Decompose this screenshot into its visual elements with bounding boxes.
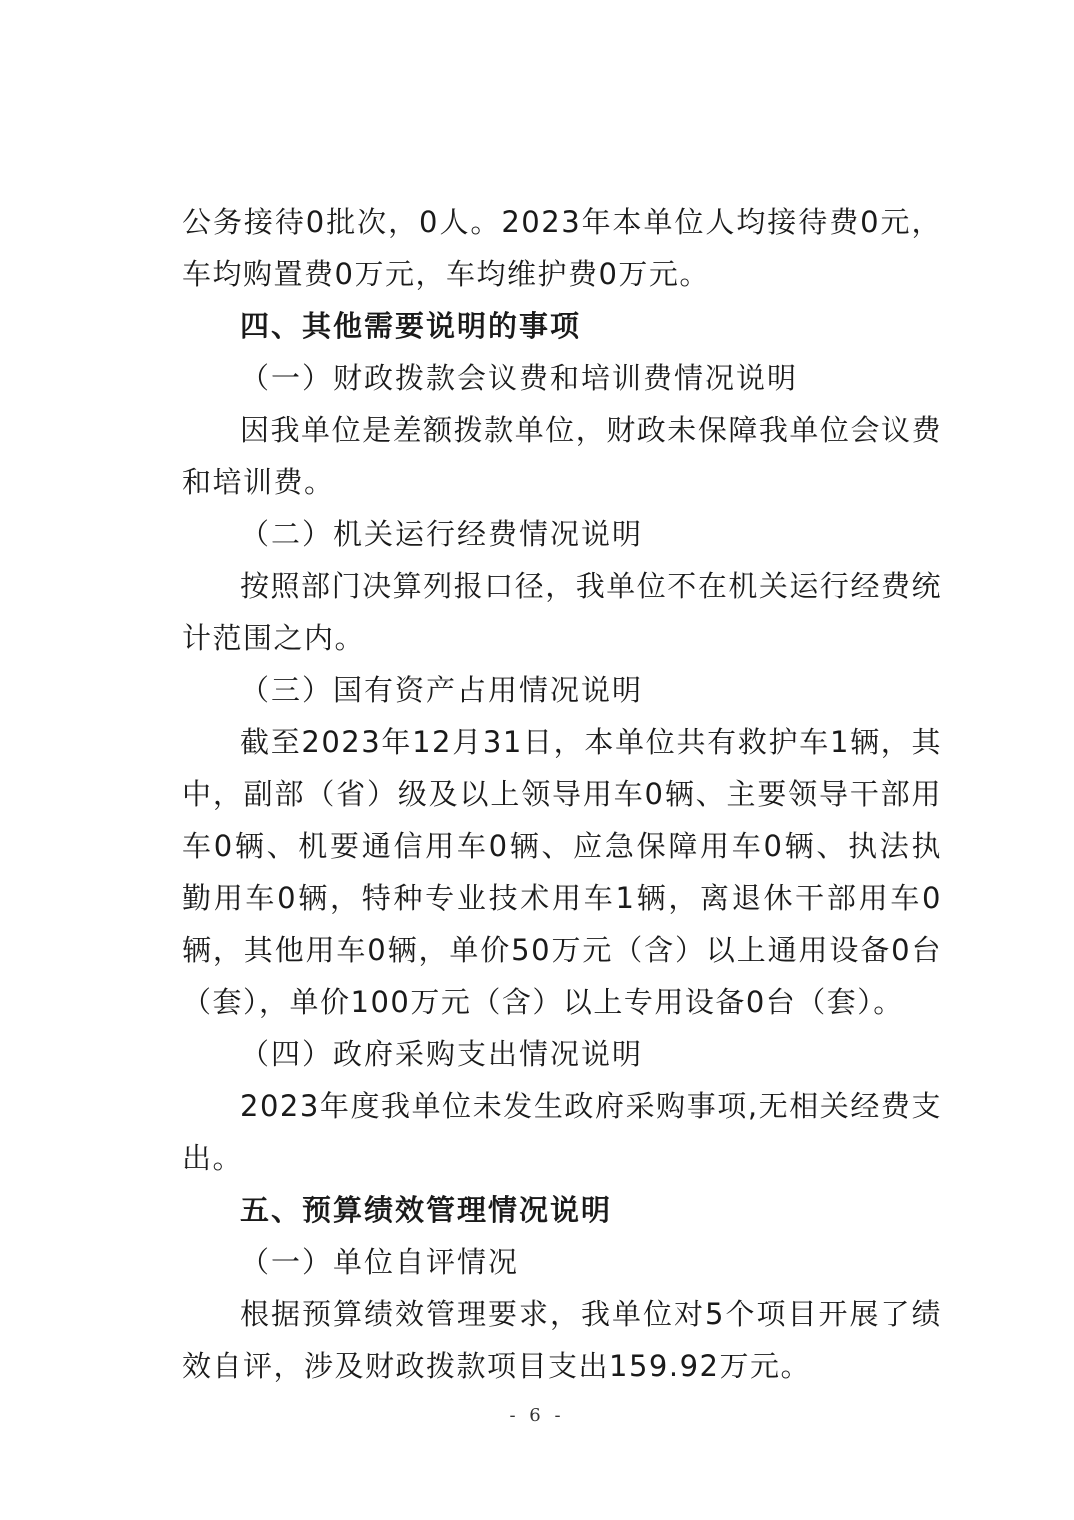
subsection-heading-procurement: （四）政府采购支出情况说明 [240,1037,644,1071]
paragraph-procurement: 2023年度我单位未发生政府采购事项,无相关经费支出。 [182,1089,942,1175]
page-number: - 6 - [509,1405,565,1426]
section-heading-other-matters: 四、其他需要说明的事项 [240,309,582,343]
subsection-heading-self-evaluation: （一）单位自评情况 [240,1245,520,1279]
paragraph-self-evaluation: 根据预算绩效管理要求，我单位对5个项目开展了绩效自评，涉及财政拨款项目支出159.92万元。 [182,1297,942,1383]
section-heading-performance: 五、预算绩效管理情况说明 [240,1193,613,1227]
paragraph-reception-costs: 公务接待0批次，0人。2023年本单位人均接待费0元，车均购置费0万元，车均维护费0万元。 [182,205,942,291]
paragraph-state-assets: 截至2023年12月31日，本单位共有救护车1辆，其中，副部（省）级及以上领导用车0辆、主要领导干部用车0辆、机要通信用车0辆、应急保障用车0辆、执法执勤用车0辆，特种专业技术用车1辆，离退休干部用车0辆，其他用车0辆，单价50万元（含）以上通用设备0台（套），单价100万元（含）以上专用设备0台（套）。 [182,725,942,1019]
document-body [182,196,942,1392]
subsection-heading-state-assets: （三）国有资产占用情况说明 [240,673,644,707]
paragraph-meeting-training: 因我单位是差额拨款单位，财政未保障我单位会议费和培训费。 [182,413,942,499]
subsection-heading-meeting-training: （一）财政拨款会议费和培训费情况说明 [240,361,799,395]
paragraph-operating-costs: 按照部门决算列报口径，我单位不在机关运行经费统计范围之内。 [182,569,942,655]
subsection-heading-operating-costs: （二）机关运行经费情况说明 [240,517,644,551]
